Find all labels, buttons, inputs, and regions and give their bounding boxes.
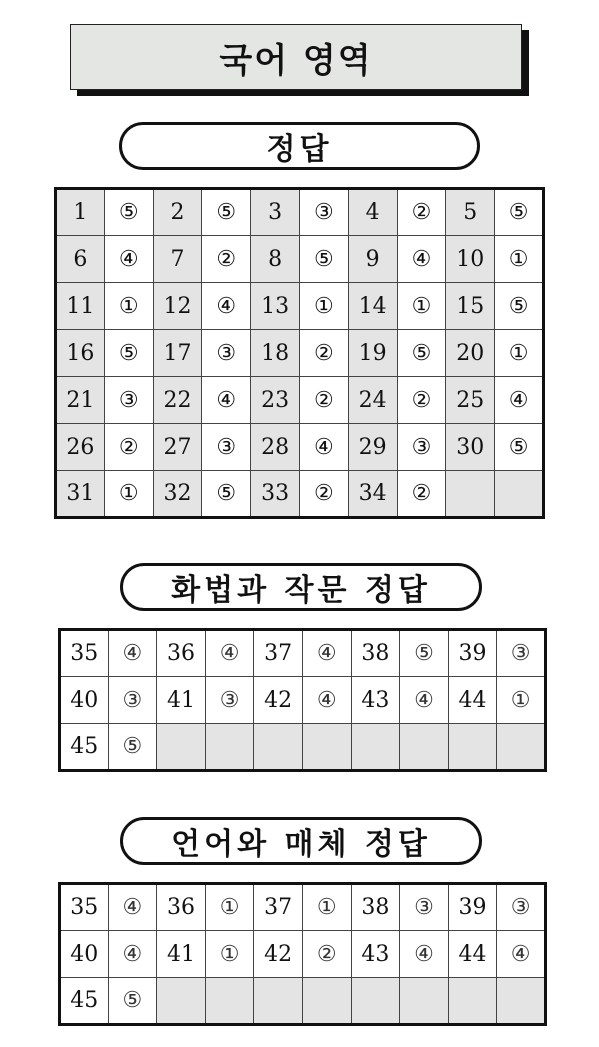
answer-choice: ④ — [495, 377, 544, 424]
answer-choice: ② — [104, 424, 153, 471]
empty-cell — [448, 724, 497, 771]
answer-choice: ④ — [108, 630, 157, 677]
question-number: 13 — [251, 283, 300, 330]
answer-choice: ④ — [108, 931, 157, 978]
question-number: 44 — [448, 677, 497, 724]
answer-choice: ① — [495, 330, 544, 377]
question-number: 42 — [254, 931, 303, 978]
language-media-answer-table — [58, 882, 547, 1026]
answer-choice: ② — [397, 189, 446, 236]
answer-choice: ③ — [497, 630, 546, 677]
question-number: 21 — [56, 377, 105, 424]
answer-choice: ① — [104, 471, 153, 518]
answer-choice: ① — [302, 884, 351, 931]
answer-choice: ③ — [202, 330, 251, 377]
speech-writing-answer-table — [58, 628, 547, 772]
answer-choice: ① — [495, 236, 544, 283]
question-number: 40 — [60, 677, 109, 724]
empty-cell — [497, 724, 546, 771]
question-number: 32 — [153, 471, 202, 518]
question-number: 22 — [153, 377, 202, 424]
answer-choice: ② — [397, 471, 446, 518]
empty-cell — [205, 978, 254, 1025]
question-number: 31 — [56, 471, 105, 518]
answer-choice: ② — [299, 471, 348, 518]
answer-choice: ② — [302, 931, 351, 978]
question-number: 25 — [446, 377, 495, 424]
speech-writing-heading — [120, 563, 482, 611]
question-number: 38 — [351, 884, 400, 931]
question-number: 7 — [153, 236, 202, 283]
page-title: 국어 영역 — [219, 40, 373, 81]
question-number: 17 — [153, 330, 202, 377]
empty-cell — [495, 471, 544, 518]
answer-heading — [119, 122, 480, 170]
empty-cell — [400, 724, 449, 771]
answer-choice: ③ — [104, 377, 153, 424]
table-row — [60, 931, 546, 978]
question-number: 35 — [60, 884, 109, 931]
question-number: 39 — [448, 884, 497, 931]
empty-cell — [351, 978, 400, 1025]
question-number: 18 — [251, 330, 300, 377]
answer-choice: ④ — [108, 884, 157, 931]
answer-choice: ⑤ — [202, 189, 251, 236]
question-number: 24 — [348, 377, 397, 424]
question-number: 12 — [153, 283, 202, 330]
answer-choice: ④ — [302, 630, 351, 677]
question-number: 5 — [446, 189, 495, 236]
question-number: 43 — [351, 931, 400, 978]
answer-choice: ④ — [299, 424, 348, 471]
table-row — [60, 724, 546, 771]
answer-choice: ⑤ — [104, 189, 153, 236]
question-number: 3 — [251, 189, 300, 236]
question-number: 42 — [254, 677, 303, 724]
question-number: 36 — [157, 630, 206, 677]
answer-choice: ③ — [202, 424, 251, 471]
answer-choice: ④ — [202, 283, 251, 330]
question-number: 16 — [56, 330, 105, 377]
question-number: 35 — [60, 630, 109, 677]
answer-choice: ⑤ — [108, 978, 157, 1025]
question-number: 34 — [348, 471, 397, 518]
empty-cell — [497, 978, 546, 1025]
question-number: 30 — [446, 424, 495, 471]
question-number: 29 — [348, 424, 397, 471]
table-row — [56, 236, 544, 283]
answer-choice: ⑤ — [202, 471, 251, 518]
table-row — [56, 471, 544, 518]
question-number: 45 — [60, 978, 109, 1025]
question-number: 19 — [348, 330, 397, 377]
question-number: 1 — [56, 189, 105, 236]
question-number: 2 — [153, 189, 202, 236]
table-row — [60, 677, 546, 724]
question-number: 38 — [351, 630, 400, 677]
empty-cell — [205, 724, 254, 771]
question-number: 43 — [351, 677, 400, 724]
answer-choice: ⑤ — [299, 236, 348, 283]
question-number: 26 — [56, 424, 105, 471]
table-row — [56, 330, 544, 377]
answer-choice: ② — [397, 377, 446, 424]
answer-choice: ④ — [202, 377, 251, 424]
question-number: 45 — [60, 724, 109, 771]
answer-table — [54, 187, 545, 519]
answer-choice: ⑤ — [495, 189, 544, 236]
empty-cell — [157, 724, 206, 771]
question-number: 37 — [254, 884, 303, 931]
table-row — [56, 189, 544, 236]
question-number: 27 — [153, 424, 202, 471]
question-number: 23 — [251, 377, 300, 424]
speech-writing-heading-label: 화법과 작문 정답 — [171, 573, 431, 608]
answer-choice: ③ — [205, 677, 254, 724]
empty-cell — [157, 978, 206, 1025]
question-number: 28 — [251, 424, 300, 471]
answer-choice: ① — [497, 677, 546, 724]
question-number: 8 — [251, 236, 300, 283]
question-number: 40 — [60, 931, 109, 978]
answer-choice: ② — [202, 236, 251, 283]
answer-choice: ① — [397, 283, 446, 330]
answer-choice: ⑤ — [400, 630, 449, 677]
table-row — [60, 884, 546, 931]
question-number: 41 — [157, 677, 206, 724]
empty-cell — [302, 724, 351, 771]
table-row — [56, 377, 544, 424]
question-number: 44 — [448, 931, 497, 978]
question-number: 14 — [348, 283, 397, 330]
answer-choice: ④ — [104, 236, 153, 283]
empty-cell — [302, 978, 351, 1025]
question-number: 6 — [56, 236, 105, 283]
answer-choice: ① — [299, 283, 348, 330]
answer-choice: ④ — [497, 931, 546, 978]
table-row — [60, 978, 546, 1025]
language-media-heading — [120, 817, 482, 865]
question-number: 41 — [157, 931, 206, 978]
language-media-heading-label: 언어와 매체 정답 — [171, 827, 431, 862]
answer-choice: ② — [299, 377, 348, 424]
question-number: 39 — [448, 630, 497, 677]
empty-cell — [400, 978, 449, 1025]
answer-choice: ② — [299, 330, 348, 377]
answer-choice: ⑤ — [397, 330, 446, 377]
answer-choice: ① — [205, 931, 254, 978]
empty-cell — [254, 978, 303, 1025]
table-row — [56, 283, 544, 330]
question-number: 9 — [348, 236, 397, 283]
answer-choice: ⑤ — [104, 330, 153, 377]
answer-choice: ⑤ — [495, 283, 544, 330]
answer-choice: ⑤ — [108, 724, 157, 771]
empty-cell — [446, 471, 495, 518]
question-number: 37 — [254, 630, 303, 677]
answer-choice: ④ — [400, 931, 449, 978]
answer-choice: ④ — [205, 630, 254, 677]
question-number: 10 — [446, 236, 495, 283]
answer-choice: ③ — [397, 424, 446, 471]
answer-choice: ① — [205, 884, 254, 931]
page-title-box — [70, 24, 522, 90]
answer-choice: ⑤ — [495, 424, 544, 471]
answer-choice: ④ — [397, 236, 446, 283]
answer-choice: ③ — [299, 189, 348, 236]
empty-cell — [351, 724, 400, 771]
question-number: 20 — [446, 330, 495, 377]
answer-choice: ③ — [497, 884, 546, 931]
question-number: 11 — [56, 283, 105, 330]
answer-choice: ③ — [400, 884, 449, 931]
question-number: 4 — [348, 189, 397, 236]
table-row — [60, 630, 546, 677]
answer-choice: ③ — [108, 677, 157, 724]
table-row — [56, 424, 544, 471]
empty-cell — [254, 724, 303, 771]
answer-choice: ④ — [302, 677, 351, 724]
answer-choice: ① — [104, 283, 153, 330]
empty-cell — [448, 978, 497, 1025]
question-number: 36 — [157, 884, 206, 931]
answer-choice: ④ — [400, 677, 449, 724]
question-number: 33 — [251, 471, 300, 518]
question-number: 15 — [446, 283, 495, 330]
answer-heading-label: 정답 — [266, 132, 333, 167]
